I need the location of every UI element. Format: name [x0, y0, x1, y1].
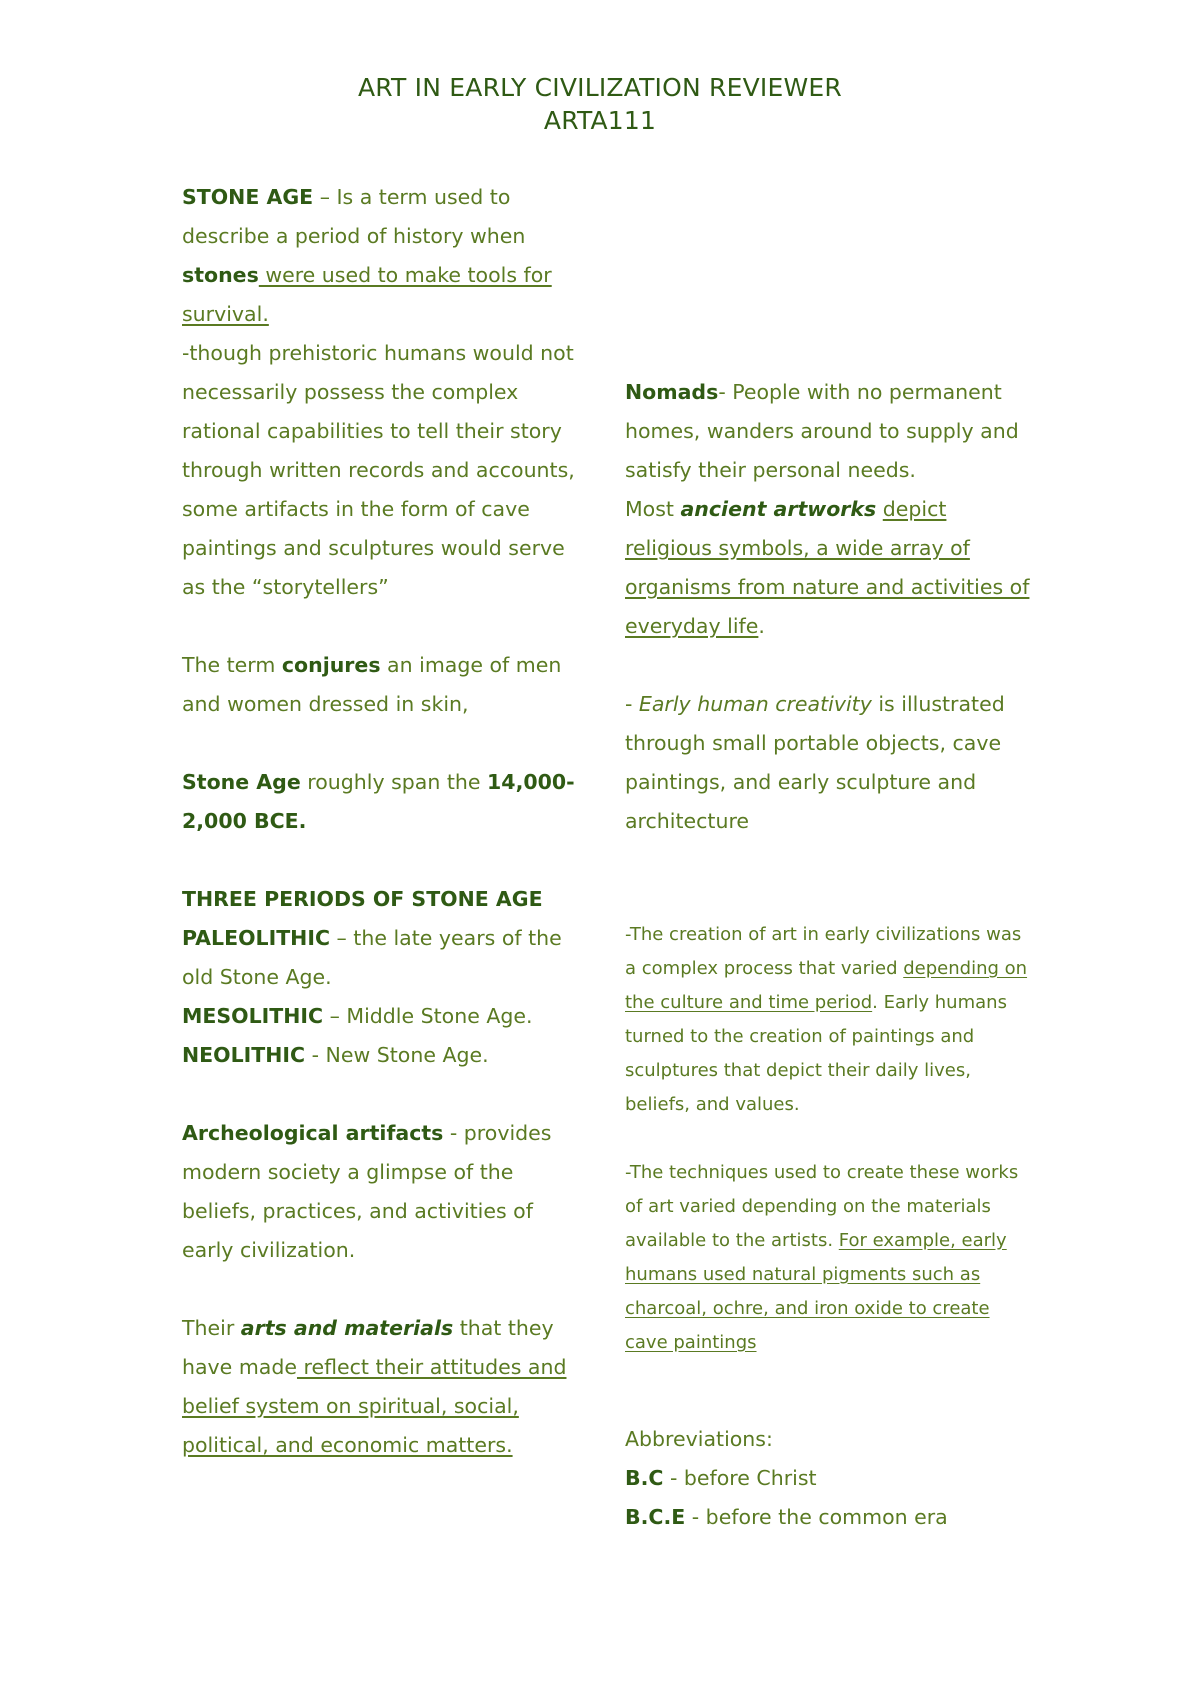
- stone-age-definition: STONE AGE – Is a term used to describe a period of history when stones were used to make tools for survival.: [182, 185, 552, 326]
- left-column: [182, 178, 587, 1465]
- bce-item: B.C.E - before the common era: [625, 1505, 948, 1529]
- creativity-paragraph: - Early human creativity is illustrated through small portable objects, cave paintings, and early sculpture and architecture: [625, 692, 1005, 833]
- mesolithic-item: MESOLITHIC – Middle Stone Age.: [182, 1004, 533, 1028]
- arts-paragraph: Their arts and materials that they have made reflect their attitudes and belief system on spiritual, social, political, and economic matters.: [182, 1316, 567, 1457]
- stone-age-term: STONE AGE: [182, 185, 314, 209]
- conjures-paragraph: The term conjures an image of men and women dressed in skin,: [182, 653, 562, 716]
- techniques-paragraph: -The techniques used to create these works of art varied depending on the materials available to the artists. For example, early humans used natural pigments such as charcoal, ochre, and iron oxide to create cave paintings: [625, 1162, 1019, 1353]
- neolithic-item: NEOLITHIC - New Stone Age.: [182, 1043, 489, 1067]
- paleolithic-item: PALEOLITHIC – the late years of the old Stone Age.: [182, 926, 562, 989]
- prehistoric-note: -though prehistoric humans would not necessarily possess the complex rational capabilities to tell their story through written records and accounts, some artifacts in the form of cave paintings and sculptures would serve as the “storytellers”: [182, 341, 575, 599]
- stone-age-span: Stone Age roughly span the 14,000-2,000 BCE.: [182, 770, 575, 833]
- periods-heading: THREE PERIODS OF STONE AGE: [182, 887, 543, 911]
- nomads-paragraph: Nomads- People with no permanent homes, wanders around to supply and satisfy their personal needs.: [625, 380, 1019, 482]
- abbreviations-block: [625, 1420, 1030, 1537]
- course-code: ARTA111: [543, 106, 657, 135]
- abbreviations-heading: Abbreviations:: [625, 1427, 773, 1451]
- document-title: ART IN EARLY CIVILIZATION REVIEWER: [358, 73, 842, 102]
- artifacts-paragraph: Archeological artifacts - provides modern society a glimpse of the beliefs, practices, and activities of early civilization.: [182, 1121, 552, 1262]
- bc-item: B.C - before Christ: [625, 1466, 817, 1490]
- right-column-lower: [625, 918, 1030, 1360]
- ancient-artworks-paragraph: Most ancient artworks depict religious symbols, a wide array of organisms from nature and activities of everyday life.: [625, 497, 1030, 638]
- right-column: [625, 373, 1030, 841]
- creation-paragraph: -The creation of art in early civilizations was a complex process that varied depending on the culture and time period. Early humans turned to the creation of paintings and sculptures that depict their daily lives, beliefs, and values.: [625, 924, 1028, 1115]
